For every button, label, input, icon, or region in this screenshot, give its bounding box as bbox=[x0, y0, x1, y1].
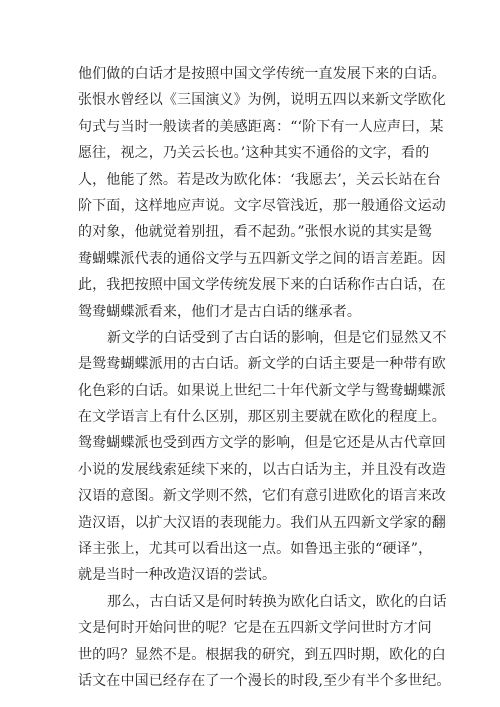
text-line: 话文在中国已经存在了一个漫长的时段,至少有半个多世纪。 bbox=[78, 672, 451, 689]
text-line: 鸳鸯蝴蝶派看来，他们才是古白话的继承者。 bbox=[78, 303, 361, 320]
text-line: 世的吗？显然不是。根据我的研究，到五四时期，欧化的白 bbox=[78, 646, 446, 663]
text-line: 愿往，视之，乃关云长也。’这种其实不通俗的文字，看的 bbox=[78, 145, 430, 162]
text-line: 就是当时一种改造汉语的尝试。 bbox=[78, 567, 277, 584]
text-line: 造汉语，以扩大汉语的表现能力。我们从五四新文学家的翻 bbox=[78, 514, 446, 531]
text-line: 在文学语言上有什么区别，那区别主要就在欧化的程度上。 bbox=[78, 409, 446, 426]
text-line: 他们做的白话才是按照中国文学传统一直发展下来的白话。 bbox=[78, 66, 446, 82]
text-line: 此，我把按照中国文学传统发展下来的白话称作古白话，在 bbox=[78, 277, 446, 294]
text-line: 阶下面，这样地应声说。文字尽管浅近，那一般通俗文运动 bbox=[78, 197, 446, 214]
text-line: 人，他能了然。若是改为欧化体：‘我愿去’，关云长站在台 bbox=[78, 171, 441, 188]
text-line: 文是何时开始问世的呢？它是在五四新文学问世时方才问 bbox=[78, 620, 432, 637]
text-line: 汉语的意图。新文学则不然，它们有意引进欧化的语言来改 bbox=[78, 488, 446, 505]
text-line: 是鸳鸯蝴蝶派用的古白话。新文学的白话主要是一种带有欧 bbox=[78, 356, 446, 373]
text-line: 新文学的白话受到了古白话的影响，但是它们显然又不 bbox=[107, 329, 447, 346]
text-line: 句式与当时一般读者的美感距离：“‘阶下有一人应声曰，某 bbox=[78, 118, 444, 135]
text-line: 那么，古白话又是何时转换为欧化白话文，欧化的白话 bbox=[107, 593, 447, 610]
text-line: 鸳鸯蝴蝶派也受到西方文学的影响，但是它还是从古代章回 bbox=[78, 435, 446, 452]
text-line: 的对象，他就觉着别扭，看不起劲。”张恨水说的其实是鸳 bbox=[78, 224, 433, 241]
body-text bbox=[78, 61, 451, 694]
text-line: 译主张上，尤其可以看出这一点。如鲁迅主张的“硬译”， bbox=[78, 541, 433, 558]
text-line: 张恨水曾经以《三国演义》为例，说明五四以来新文学欧化 bbox=[78, 92, 446, 109]
text-line: 化色彩的白话。如果说上世纪二十年代新文学与鸳鸯蝴蝶派 bbox=[78, 382, 446, 399]
text-line: 小说的发展线索延续下来的，以古白话为主，并且没有改造 bbox=[78, 461, 446, 478]
text-line: 鸯蝴蝶派代表的通俗文学与五四新文学之间的语言差距。因 bbox=[78, 250, 446, 267]
